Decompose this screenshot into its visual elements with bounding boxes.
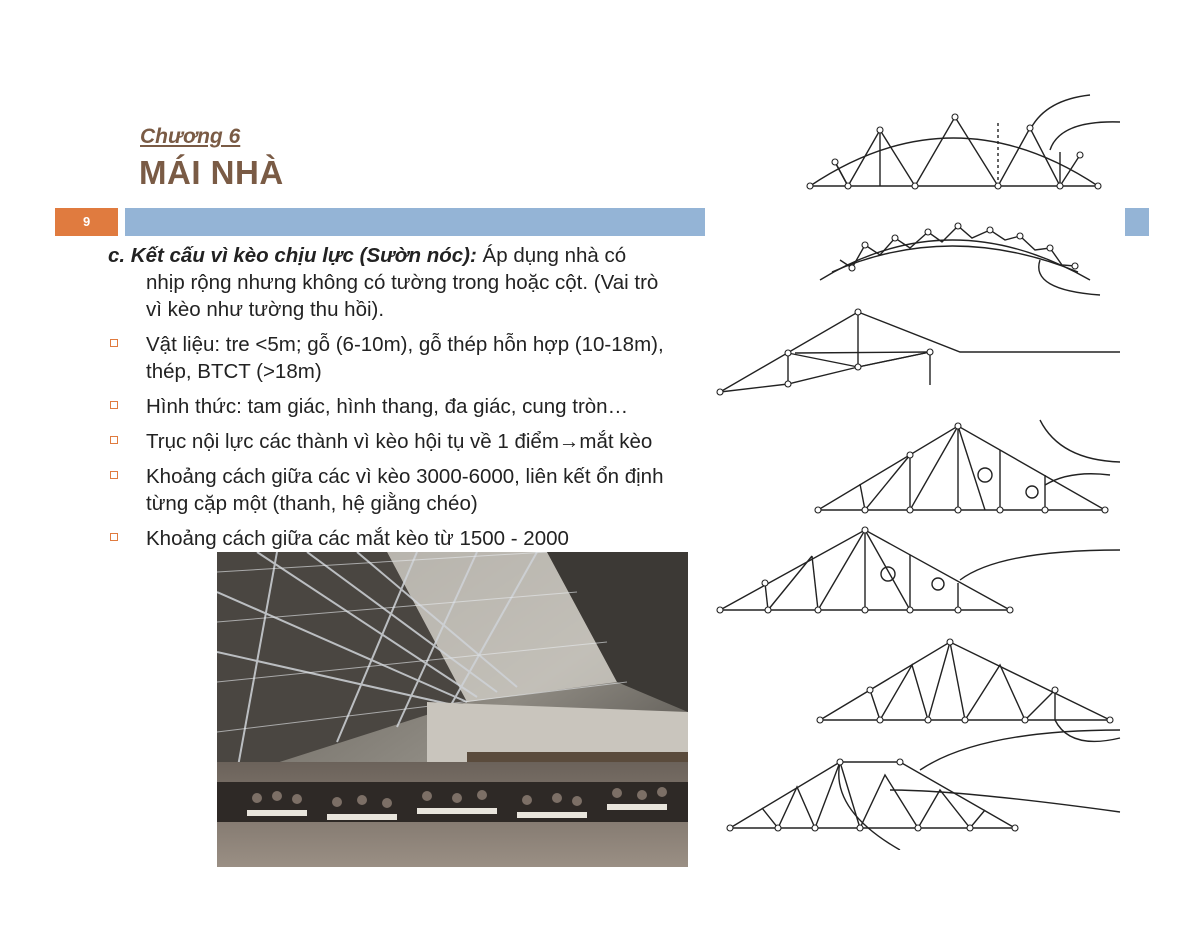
hall-interior-photo: [217, 552, 688, 867]
bullet-square-icon: [110, 339, 118, 347]
bullet-square-icon: [110, 401, 118, 409]
arched-truss-2: [820, 226, 1100, 295]
triangle-truss-2: [818, 420, 1120, 510]
bullet-square-icon: [110, 471, 118, 479]
heading-text: Áp dụng nhà có: [482, 244, 627, 267]
bullet-shapes: Hình thức: tam giác, hình thang, đa giác, cung tròn…: [108, 393, 788, 420]
bullet-square-icon: [110, 533, 118, 541]
bullet-square-icon: [110, 436, 118, 444]
bullet-force-axis: Trục nội lực các thành vì kèo hội tụ về 1 điểm→mắt kèo: [108, 428, 788, 455]
heading-text-line-3: vì kèo như tường thu hồi).: [146, 298, 385, 321]
triangle-truss-5: [730, 730, 1120, 850]
triangle-truss-1: [720, 312, 1120, 392]
heading-text-line-2: nhịp rộng nhưng không có tường trong hoặc cột. (Vai trò: [146, 271, 659, 294]
arched-truss-1: [808, 95, 1120, 186]
section-heading: [108, 242, 788, 323]
truss-diagrams: [700, 90, 1140, 850]
triangle-truss-4: [820, 642, 1120, 741]
bullet-truss-spacing: Khoảng cách giữa các vì kèo 3000-6000, liên kết ổn định từng cặp một (thanh, hệ giằng chéo): [108, 463, 788, 517]
chapter-label: Chương 6: [140, 125, 241, 148]
bullet-node-spacing: Khoảng cách giữa các mắt kèo từ 1500 - 2000: [108, 525, 788, 552]
header-bar: [125, 208, 705, 236]
content-body: [108, 242, 788, 552]
bullet-materials: Vật liệu: tre <5m; gỗ (6-10m), gỗ thép hỗn hợp (10-18m), thép, BTCT (>18m): [108, 331, 788, 385]
page-number: 9: [55, 208, 118, 236]
page-title: MÁI NHÀ: [139, 154, 284, 191]
triangle-truss-3: [720, 530, 1120, 610]
heading-lead: c. Kết cấu vì kèo chịu lực (Sườn nóc):: [108, 244, 477, 267]
